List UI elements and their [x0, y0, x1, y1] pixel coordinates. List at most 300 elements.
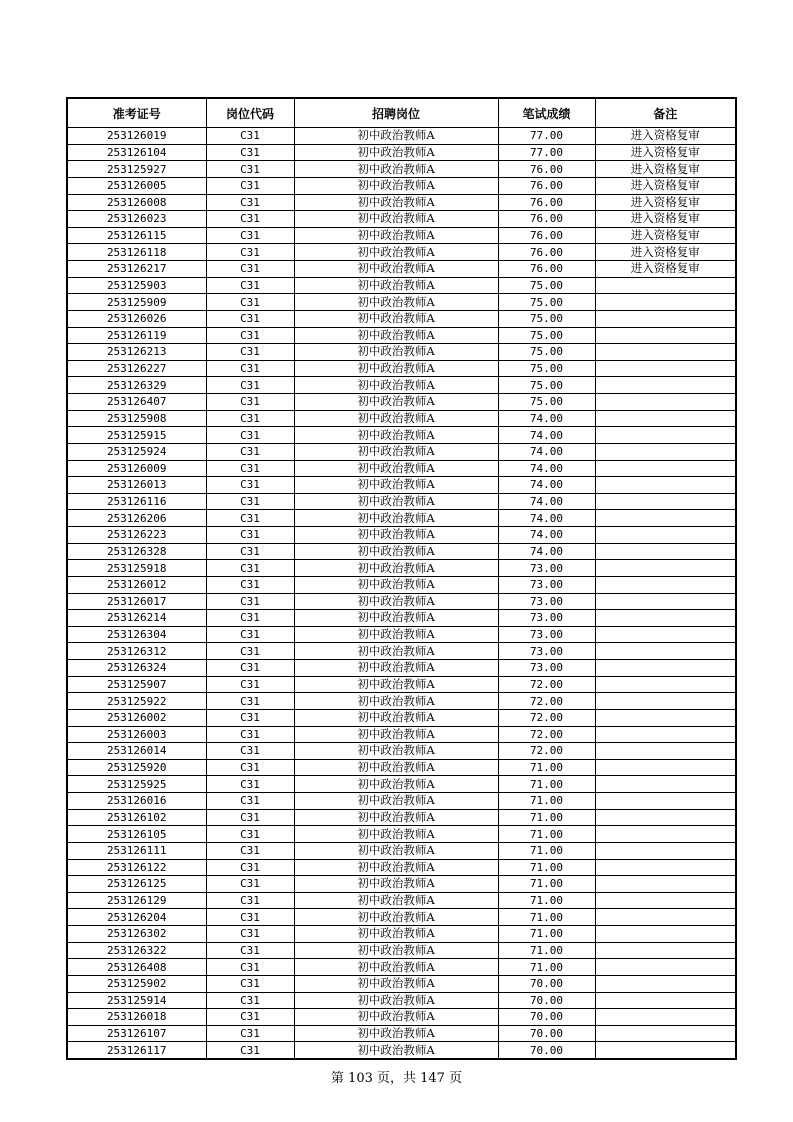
table-row: [67, 493, 736, 510]
score-cell: 74.00: [498, 427, 595, 444]
exam-id-cell: 253126302: [67, 926, 206, 943]
position-cell: 初中政治教师A: [294, 926, 498, 943]
position-code-cell: C31: [206, 809, 294, 826]
score-cell: 75.00: [498, 327, 595, 344]
position-code-cell: C31: [206, 876, 294, 893]
position-code-cell: C31: [206, 443, 294, 460]
position-cell: 初中政治教师A: [294, 693, 498, 710]
position-cell: 初中政治教师A: [294, 992, 498, 1009]
position-cell: 初中政治教师A: [294, 1009, 498, 1026]
score-cell: 70.00: [498, 992, 595, 1009]
table-row: [67, 161, 736, 178]
position-cell: 初中政治教师A: [294, 942, 498, 959]
score-cell: 74.00: [498, 543, 595, 560]
exam-id-cell: 253126227: [67, 360, 206, 377]
table-row: [67, 643, 736, 660]
score-cell: 71.00: [498, 859, 595, 876]
header-position: 招聘岗位: [294, 98, 498, 128]
remark-cell: [595, 394, 736, 411]
position-cell: 初中政治教师A: [294, 660, 498, 677]
exam-id-cell: 253126125: [67, 876, 206, 893]
remark-cell: [595, 892, 736, 909]
exam-id-cell: 253126324: [67, 660, 206, 677]
table-row: [67, 344, 736, 361]
exam-id-cell: 253126118: [67, 244, 206, 261]
remark-cell: [595, 660, 736, 677]
score-cell: 71.00: [498, 909, 595, 926]
remark-cell: [595, 294, 736, 311]
table-row: [67, 410, 736, 427]
position-code-cell: C31: [206, 759, 294, 776]
position-code-cell: C31: [206, 327, 294, 344]
remark-cell: [595, 510, 736, 527]
remark-cell: [595, 427, 736, 444]
position-cell: 初中政治教师A: [294, 460, 498, 477]
position-code-cell: C31: [206, 593, 294, 610]
position-cell: 初中政治教师A: [294, 842, 498, 859]
remark-cell: [595, 527, 736, 544]
position-code-cell: C31: [206, 277, 294, 294]
table-row: [67, 626, 736, 643]
position-code-cell: C31: [206, 626, 294, 643]
score-cell: 71.00: [498, 926, 595, 943]
score-cell: 71.00: [498, 826, 595, 843]
table-row: [67, 826, 736, 843]
position-code-cell: C31: [206, 909, 294, 926]
exam-id-cell: 253126026: [67, 310, 206, 327]
remark-cell: [595, 643, 736, 660]
exam-id-cell: 253125914: [67, 992, 206, 1009]
remark-cell: [595, 610, 736, 627]
page-number: 第 103 页，共 147 页: [330, 1071, 463, 1086]
position-code-cell: C31: [206, 1042, 294, 1059]
header-row: [67, 98, 736, 128]
position-cell: 初中政治教师A: [294, 709, 498, 726]
table-row: [67, 809, 736, 826]
position-cell: 初中政治教师A: [294, 310, 498, 327]
table-row: [67, 776, 736, 793]
table-row: [67, 593, 736, 610]
remark-cell: 进入资格复审: [595, 177, 736, 194]
score-cell: 75.00: [498, 294, 595, 311]
position-cell: 初中政治教师A: [294, 394, 498, 411]
score-cell: 73.00: [498, 593, 595, 610]
exam-id-cell: 253126013: [67, 477, 206, 494]
position-code-cell: C31: [206, 543, 294, 560]
exam-id-cell: 253126012: [67, 576, 206, 593]
remark-cell: [595, 859, 736, 876]
score-cell: 70.00: [498, 1042, 595, 1059]
table-row: [67, 377, 736, 394]
table-row: [67, 128, 736, 145]
position-code-cell: C31: [206, 926, 294, 943]
position-code-cell: C31: [206, 992, 294, 1009]
remark-cell: [595, 327, 736, 344]
table-row: [67, 759, 736, 776]
score-cell: 77.00: [498, 144, 595, 161]
score-cell: 76.00: [498, 194, 595, 211]
table-row: [67, 310, 736, 327]
exam-id-cell: 253126328: [67, 543, 206, 560]
exam-id-cell: 253126002: [67, 709, 206, 726]
exam-id-cell: 253126009: [67, 460, 206, 477]
remark-cell: 进入资格复审: [595, 161, 736, 178]
score-cell: 72.00: [498, 676, 595, 693]
position-code-cell: C31: [206, 942, 294, 959]
position-cell: 初中政治教师A: [294, 360, 498, 377]
exam-id-cell: 253126105: [67, 826, 206, 843]
exam-id-cell: 253126204: [67, 909, 206, 926]
table-row: [67, 610, 736, 627]
score-cell: 74.00: [498, 410, 595, 427]
table-row: [67, 709, 736, 726]
score-cell: 76.00: [498, 177, 595, 194]
remark-cell: [595, 360, 736, 377]
position-code-cell: C31: [206, 892, 294, 909]
position-cell: 初中政治教师A: [294, 876, 498, 893]
position-code-cell: C31: [206, 859, 294, 876]
remark-cell: 进入资格复审: [595, 144, 736, 161]
position-cell: 初中政治教师A: [294, 410, 498, 427]
table-row: [67, 211, 736, 228]
position-cell: 初中政治教师A: [294, 826, 498, 843]
score-cell: 73.00: [498, 626, 595, 643]
score-cell: 71.00: [498, 892, 595, 909]
position-code-cell: C31: [206, 709, 294, 726]
exam-id-cell: 253125903: [67, 277, 206, 294]
exam-id-cell: 253125918: [67, 560, 206, 577]
score-cell: 70.00: [498, 975, 595, 992]
score-cell: 74.00: [498, 527, 595, 544]
table-row: [67, 859, 736, 876]
table-row: [67, 926, 736, 943]
position-code-cell: C31: [206, 177, 294, 194]
position-cell: 初中政治教师A: [294, 892, 498, 909]
table-row: [67, 975, 736, 992]
table-row: [67, 560, 736, 577]
position-code-cell: C31: [206, 394, 294, 411]
exam-id-cell: 253126017: [67, 593, 206, 610]
position-cell: 初中政治教师A: [294, 161, 498, 178]
remark-cell: [595, 793, 736, 810]
table-row: [67, 477, 736, 494]
position-cell: 初中政治教师A: [294, 743, 498, 760]
position-code-cell: C31: [206, 610, 294, 627]
position-cell: 初中政治教师A: [294, 543, 498, 560]
header-position-code: 岗位代码: [206, 98, 294, 128]
remark-cell: [595, 543, 736, 560]
score-cell: 70.00: [498, 1025, 595, 1042]
table-row: [67, 693, 736, 710]
remark-cell: [595, 493, 736, 510]
table-row: [67, 227, 736, 244]
exam-id-cell: 253126304: [67, 626, 206, 643]
table-row: [67, 294, 736, 311]
position-code-cell: C31: [206, 842, 294, 859]
position-code-cell: C31: [206, 360, 294, 377]
exam-id-cell: 253125908: [67, 410, 206, 427]
position-code-cell: C31: [206, 826, 294, 843]
position-cell: 初中政治教师A: [294, 327, 498, 344]
position-cell: 初中政治教师A: [294, 493, 498, 510]
exam-id-cell: 253126005: [67, 177, 206, 194]
position-code-cell: C31: [206, 344, 294, 361]
position-cell: 初中政治教师A: [294, 177, 498, 194]
position-cell: 初中政治教师A: [294, 776, 498, 793]
position-cell: 初中政治教师A: [294, 194, 498, 211]
position-code-cell: C31: [206, 975, 294, 992]
results-table: [66, 97, 737, 1060]
table-row: [67, 510, 736, 527]
remark-cell: [595, 1042, 736, 1059]
header-score: 笔试成绩: [498, 98, 595, 128]
position-cell: 初中政治教师A: [294, 1042, 498, 1059]
header-exam-id: 准考证号: [67, 98, 206, 128]
score-cell: 71.00: [498, 759, 595, 776]
exam-id-cell: 253125907: [67, 676, 206, 693]
position-cell: 初中政治教师A: [294, 975, 498, 992]
remark-cell: 进入资格复审: [595, 261, 736, 278]
exam-id-cell: 253125922: [67, 693, 206, 710]
exam-id-cell: 253125902: [67, 975, 206, 992]
table-row: [67, 261, 736, 278]
remark-cell: [595, 460, 736, 477]
position-cell: 初中政治教师A: [294, 643, 498, 660]
position-cell: 初中政治教师A: [294, 1025, 498, 1042]
exam-id-cell: 253126408: [67, 959, 206, 976]
position-code-cell: C31: [206, 676, 294, 693]
exam-id-cell: 253126016: [67, 793, 206, 810]
position-code-cell: C31: [206, 161, 294, 178]
score-cell: 72.00: [498, 743, 595, 760]
remark-cell: [595, 909, 736, 926]
exam-id-cell: 253126223: [67, 527, 206, 544]
position-code-cell: C31: [206, 227, 294, 244]
exam-id-cell: 253126117: [67, 1042, 206, 1059]
table-row: [67, 876, 736, 893]
position-cell: 初中政治教师A: [294, 277, 498, 294]
remark-cell: [595, 1025, 736, 1042]
position-cell: 初中政治教师A: [294, 227, 498, 244]
position-code-cell: C31: [206, 576, 294, 593]
exam-id-cell: 253126115: [67, 227, 206, 244]
position-cell: 初中政治教师A: [294, 128, 498, 145]
position-cell: 初中政治教师A: [294, 443, 498, 460]
score-cell: 74.00: [498, 477, 595, 494]
position-cell: 初中政治教师A: [294, 477, 498, 494]
table-body: [67, 128, 736, 1060]
score-cell: 76.00: [498, 211, 595, 228]
remark-cell: [595, 942, 736, 959]
table-row: [67, 277, 736, 294]
remark-cell: [595, 759, 736, 776]
position-code-cell: C31: [206, 261, 294, 278]
remark-cell: [595, 576, 736, 593]
exam-id-cell: 253126003: [67, 726, 206, 743]
table-row: [67, 527, 736, 544]
remark-cell: [595, 377, 736, 394]
position-cell: 初中政治教师A: [294, 626, 498, 643]
score-cell: 72.00: [498, 726, 595, 743]
remark-cell: [595, 277, 736, 294]
table-row: [67, 660, 736, 677]
remark-cell: [595, 410, 736, 427]
table-row: [67, 892, 736, 909]
position-code-cell: C31: [206, 310, 294, 327]
position-cell: 初中政治教师A: [294, 427, 498, 444]
remark-cell: 进入资格复审: [595, 194, 736, 211]
header-remark: 备注: [595, 98, 736, 128]
score-cell: 75.00: [498, 277, 595, 294]
position-code-cell: C31: [206, 294, 294, 311]
exam-id-cell: 253126213: [67, 344, 206, 361]
score-cell: 71.00: [498, 793, 595, 810]
score-cell: 71.00: [498, 809, 595, 826]
table-row: [67, 327, 736, 344]
exam-id-cell: 253126019: [67, 128, 206, 145]
remark-cell: [595, 959, 736, 976]
remark-cell: [595, 344, 736, 361]
remark-cell: [595, 776, 736, 793]
position-code-cell: C31: [206, 643, 294, 660]
score-cell: 75.00: [498, 360, 595, 377]
table-row: [67, 543, 736, 560]
exam-id-cell: 253126129: [67, 892, 206, 909]
position-code-cell: C31: [206, 776, 294, 793]
table-row: [67, 942, 736, 959]
position-code-cell: C31: [206, 959, 294, 976]
position-code-cell: C31: [206, 427, 294, 444]
table-row: [67, 842, 736, 859]
position-code-cell: C31: [206, 1009, 294, 1026]
position-code-cell: C31: [206, 477, 294, 494]
position-cell: 初中政治教师A: [294, 610, 498, 627]
remark-cell: 进入资格复审: [595, 211, 736, 228]
position-code-cell: C31: [206, 743, 294, 760]
score-cell: 72.00: [498, 693, 595, 710]
exam-id-cell: 253126312: [67, 643, 206, 660]
score-cell: 76.00: [498, 161, 595, 178]
position-cell: 初中政治教师A: [294, 859, 498, 876]
table-row: [67, 144, 736, 161]
remark-cell: [595, 676, 736, 693]
score-cell: 76.00: [498, 227, 595, 244]
exam-id-cell: 253126008: [67, 194, 206, 211]
remark-cell: [595, 743, 736, 760]
table-row: [67, 194, 736, 211]
exam-id-cell: 253126206: [67, 510, 206, 527]
table-row: [67, 443, 736, 460]
exam-id-cell: 253125920: [67, 759, 206, 776]
remark-cell: [595, 926, 736, 943]
position-code-cell: C31: [206, 211, 294, 228]
score-cell: 73.00: [498, 610, 595, 627]
position-code-cell: C31: [206, 244, 294, 261]
exam-id-cell: 253125909: [67, 294, 206, 311]
position-cell: 初中政治教师A: [294, 211, 498, 228]
position-code-cell: C31: [206, 128, 294, 145]
remark-cell: [595, 809, 736, 826]
score-cell: 75.00: [498, 377, 595, 394]
position-cell: 初中政治教师A: [294, 676, 498, 693]
score-cell: 71.00: [498, 842, 595, 859]
remark-cell: [595, 443, 736, 460]
position-code-cell: C31: [206, 527, 294, 544]
position-cell: 初中政治教师A: [294, 261, 498, 278]
exam-id-cell: 253125915: [67, 427, 206, 444]
position-cell: 初中政治教师A: [294, 593, 498, 610]
score-cell: 74.00: [498, 460, 595, 477]
score-cell: 71.00: [498, 776, 595, 793]
exam-id-cell: 253126102: [67, 809, 206, 826]
remark-cell: [595, 693, 736, 710]
remark-cell: [595, 826, 736, 843]
table-row: [67, 460, 736, 477]
table-row: [67, 1009, 736, 1026]
table-row: [67, 676, 736, 693]
exam-id-cell: 253126329: [67, 377, 206, 394]
score-cell: 70.00: [498, 1009, 595, 1026]
remark-cell: [595, 560, 736, 577]
position-code-cell: C31: [206, 560, 294, 577]
table-row: [67, 1042, 736, 1059]
position-cell: 初中政治教师A: [294, 244, 498, 261]
position-cell: 初中政治教师A: [294, 809, 498, 826]
position-code-cell: C31: [206, 1025, 294, 1042]
position-code-cell: C31: [206, 194, 294, 211]
score-cell: 74.00: [498, 493, 595, 510]
exam-id-cell: 253126014: [67, 743, 206, 760]
table-row: [67, 992, 736, 1009]
score-cell: 76.00: [498, 261, 595, 278]
position-cell: 初中政治教师A: [294, 576, 498, 593]
score-cell: 77.00: [498, 128, 595, 145]
remark-cell: [595, 842, 736, 859]
table-row: [67, 244, 736, 261]
position-cell: 初中政治教师A: [294, 510, 498, 527]
score-cell: 71.00: [498, 959, 595, 976]
position-code-cell: C31: [206, 793, 294, 810]
table-row: [67, 177, 736, 194]
score-cell: 73.00: [498, 660, 595, 677]
score-cell: 71.00: [498, 942, 595, 959]
position-code-cell: C31: [206, 660, 294, 677]
table-row: [67, 909, 736, 926]
position-code-cell: C31: [206, 510, 294, 527]
table-header: [67, 98, 736, 128]
position-code-cell: C31: [206, 693, 294, 710]
table-row: [67, 427, 736, 444]
score-cell: 73.00: [498, 560, 595, 577]
position-cell: 初中政治教师A: [294, 527, 498, 544]
position-code-cell: C31: [206, 493, 294, 510]
exam-id-cell: 253126119: [67, 327, 206, 344]
score-cell: 75.00: [498, 310, 595, 327]
remark-cell: [595, 992, 736, 1009]
position-cell: 初中政治教师A: [294, 959, 498, 976]
position-cell: 初中政治教师A: [294, 759, 498, 776]
remark-cell: [595, 593, 736, 610]
remark-cell: [595, 876, 736, 893]
exam-id-cell: 253126322: [67, 942, 206, 959]
table-row: [67, 576, 736, 593]
exam-id-cell: 253126217: [67, 261, 206, 278]
remark-cell: 进入资格复审: [595, 128, 736, 145]
remark-cell: [595, 626, 736, 643]
table-row: [67, 743, 736, 760]
table-row: [67, 394, 736, 411]
exam-id-cell: 253126214: [67, 610, 206, 627]
